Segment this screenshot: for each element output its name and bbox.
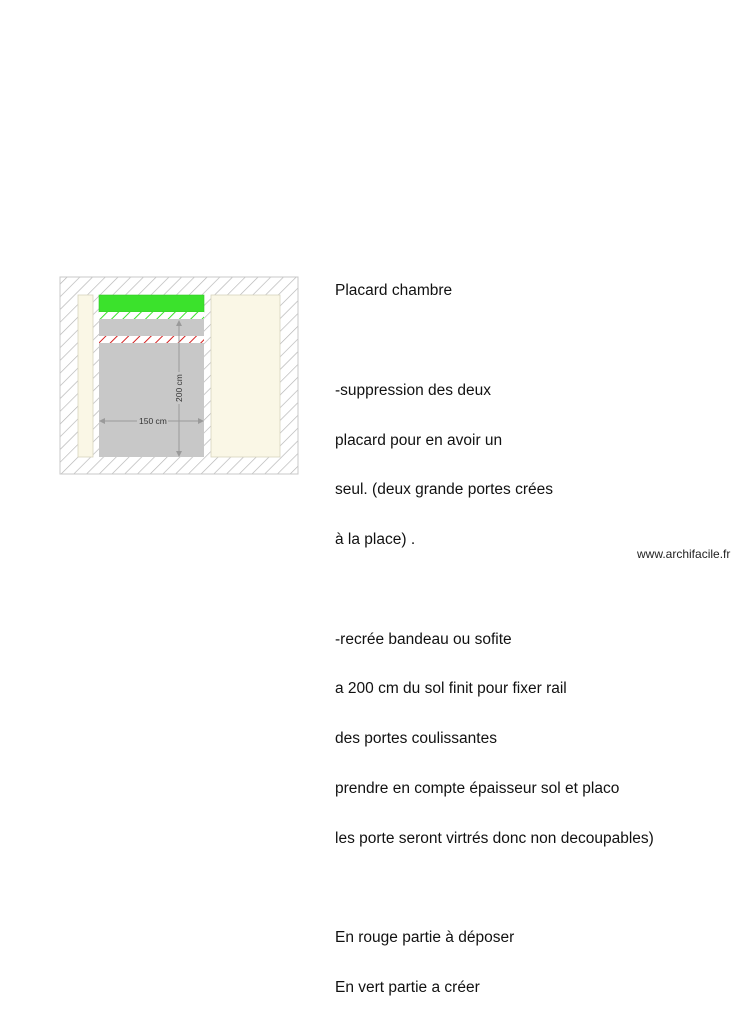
notes-line: a 200 cm du sol finit pour fixer rail (335, 680, 567, 698)
red-hatched-strip-to-remove (99, 336, 204, 343)
green-hatched-strip (99, 312, 204, 319)
right-cream-panel (211, 295, 280, 457)
notes-spacer (335, 333, 654, 350)
width-dimension-label: 150 cm (139, 416, 167, 426)
notes-line (335, 582, 654, 599)
green-bandeau-to-create (99, 295, 204, 312)
notes-line: seul. (deux grande portes crées (335, 481, 553, 499)
notes-block (335, 250, 654, 1013)
notes-line (335, 881, 654, 898)
notes-line: à la place) . (335, 531, 416, 549)
credit-watermark: www.archifacile.fr (637, 547, 731, 561)
notes-line: les porte seront virtrés donc non decoupables) (335, 829, 654, 847)
notes-line: prendre en compte épaisseur sol et placo (335, 780, 620, 797)
notes-title: Placard chambre (335, 282, 453, 300)
closet-area (99, 313, 204, 457)
height-dimension-label: 200 cm (174, 374, 184, 402)
notes-line: En rouge partie à déposer (335, 929, 515, 947)
notes-line: placard pour en avoir un (335, 431, 503, 449)
notes-line: -suppression des deux (335, 381, 491, 399)
notes-line: En vert partie a créer (335, 979, 480, 997)
notes-line: des portes coulissantes (335, 730, 497, 748)
left-cream-panel (78, 295, 93, 457)
notes-line: -recrée bandeau ou sofite (335, 630, 512, 648)
